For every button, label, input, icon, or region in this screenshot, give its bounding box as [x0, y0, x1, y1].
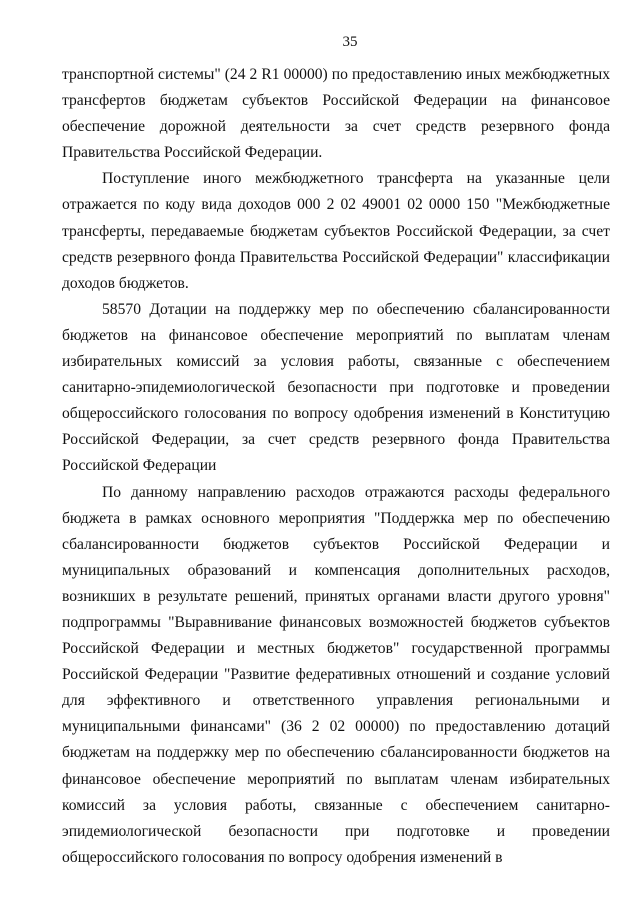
page-number: 35 [342, 34, 358, 50]
paragraph-continuation: транспортной системы" (24 2 R1 00000) по предоставлению иных межбюджетных трансфертов бюджетам субъектов Российской Федерации на финансовое обеспечение дорожной деятельности за счет средств резервного фонда Правительства Российской Федерации. [62, 66, 610, 162]
paragraph-income-code: Поступление иного межбюджетного трансферта на указанные цели отражается по коду вида доходов 000 2 02 49001 02 0000 150 "Межбюджетные трансферты, передаваемые бюджетам субъектов Российской Федерации, за счет средств резервного фонда Правительства Российской Федерации" классификации доходов бюджетов. [62, 170, 610, 292]
document-body [62, 62, 610, 871]
paragraph-expense-description: По данному направлению расходов отражаются расходы федерального бюджета в рамках основного мероприятия "Поддержка мер по обеспечению сбалансированности бюджетов субъектов Российской Федерации и муниципальных образований и компенсация дополнительных расходов, возникших в результате решений, принятых органами власти другого уровня" подпрограммы "Выравнивание финансовых возможностей бюджетов субъектов Российской Федерации и местных бюджетов" государственной программы Российской Федерации "Развитие федеративных отношений и создание условий для эффективного и ответственного управления региональными и муниципальными финансами" (36 2 02 00000) по предоставлению дотаций бюджетам на поддержку мер по обеспечению сбалансированности бюджетов на финансовое обеспечение мероприятий по выплатам членам избирательных комиссий за условия работы, связанные с обеспечением санитарно-эпидемиологической безопасности при подготовке и проведении общероссийского голосования по вопросу одобрения изменений в [62, 483, 610, 866]
paragraph-expense-code-58570: 58570 Дотации на поддержку мер по обеспечению сбалансированности бюджетов на финансовое обеспечение мероприятий по выплатам членам избирательных комиссий за условия работы, связанные с обеспечением санитарно-эпидемиологической безопасности при подготовке и проведении общероссийского голосования по вопросу одобрения изменений в Конституцию Российской Федерации, за счет средств резервного фонда Правительства Российской Федерации [62, 300, 610, 475]
